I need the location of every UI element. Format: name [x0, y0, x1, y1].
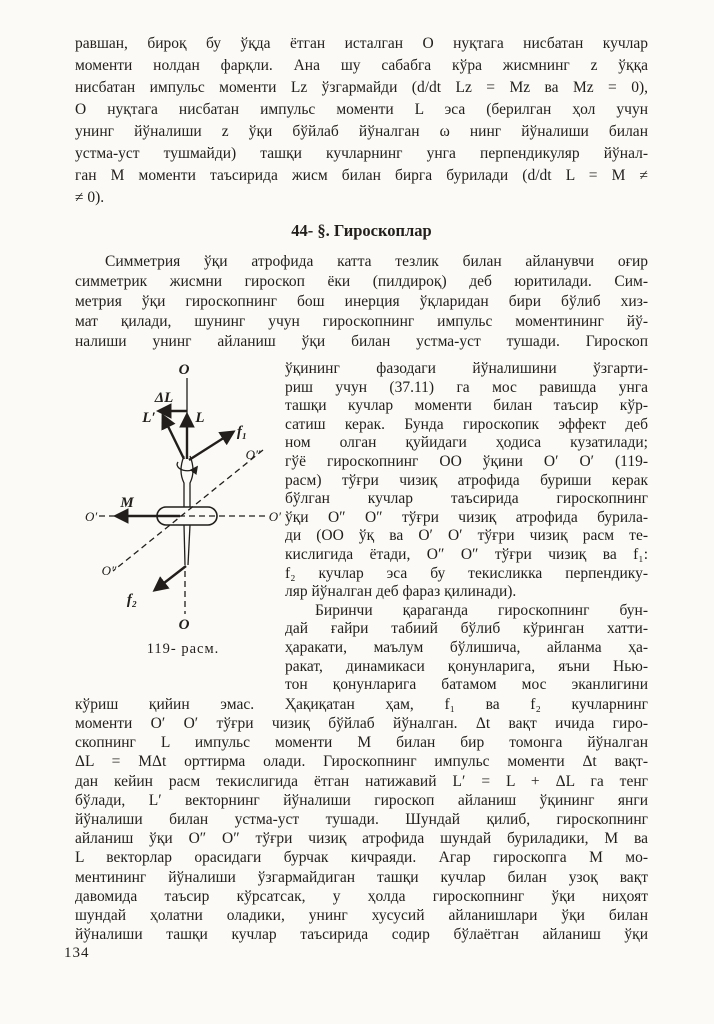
text-line: ≠ 0). — [75, 189, 105, 206]
text-line: моменти O′ O′ тўғри чизиқ бўйлаб йўналган. Δt вақт ичида гиро- — [75, 714, 648, 732]
text-line: кислигида ётади, O″ O″ тўғри чизиқ ва f₁: — [285, 545, 648, 563]
text-line: шундай ҳолатни оладики, унинг хусусий айланишлари ўқи билан — [75, 906, 648, 924]
figure-caption: 119- расм. — [146, 641, 220, 657]
text-line: устма-уст тушмайди) ташқи кучларнинг унга перпендикуляр йўнал- — [75, 145, 648, 162]
page-number: 134 — [64, 945, 90, 961]
text-line: унинг йўналиши z ўқи бўйлаб йўналган ω нинг йўналиши билан — [75, 123, 648, 140]
text-line: бўлган кучлар таъсирида гироскопнинг — [285, 490, 648, 508]
text-line: скопнинг L импульс моменти M билан бир томонга йўналган — [75, 734, 648, 752]
text-line: O нуқтага нисбатан импульс моменти L эса (берилган ҳол учун — [75, 101, 648, 118]
text-line: ҳаракати, маълум бўлишича, айланма ҳа- — [285, 638, 648, 656]
shaft-right-edge — [190, 456, 193, 507]
text-line: Симметрия ўқи атрофида катта тезлик билан айланувчи оғир — [105, 253, 648, 270]
text-line: дан кейин расм текислигида ётган натижавий L′ = L + ΔL га тенг — [75, 772, 648, 790]
text-line: ΔL = MΔt орттирма олади. Гироскопнинг импульс моменти Δt вақт- — [75, 753, 648, 771]
paragraph-gyroscope-intro — [75, 252, 648, 352]
label-o-prime-left: O′ — [85, 509, 98, 524]
text-line: тон қонунларига батамом мос эканлигини — [285, 676, 648, 694]
label-o-top: O — [178, 362, 190, 378]
text-line: риш учун (37.11) га мос равишда унга — [285, 378, 648, 396]
text-line: бўлади, L′ векторнинг йўналиши гироскоп айланиш ўқининг янги — [75, 791, 648, 809]
text-line: ўқининг фазодаги йўналишини ўзгарти- — [285, 360, 648, 377]
text-line: равшан, бироқ бу ўқда ётган исталган O нуқтага нисбатан кучлар — [75, 35, 648, 52]
label-f2: f₂ — [126, 592, 138, 608]
rotation-arrow — [177, 462, 197, 471]
text-line: ляр йўналган деб фараз қилинади). — [285, 583, 517, 601]
text-line: ди (OO ўқ ва O′ O′ тўғри чизиқ расм те- — [285, 527, 648, 545]
label-o-bottom: O — [178, 617, 190, 632]
text-line: моменти нолдан фарқли. Ана шу сабабга кўра жисмнинг z ўққа — [75, 57, 648, 74]
figure-119 — [83, 360, 283, 690]
shaft-lower-right — [188, 525, 190, 565]
text-line: йўналиши ташқи кучлар таъсирида содир бўлаётган айланиш ўқи — [75, 926, 648, 944]
text-line: ўқи O″ O″ тўғри чизиқ атрофида бурила- — [285, 508, 648, 526]
text-line: мат қилади, шунинг учун гироскопнинг импульс моментининг йў- — [75, 313, 648, 330]
text-line: Биринчи қараганда гироскопнинг бун- — [315, 601, 648, 619]
paragraph-momentum — [75, 33, 648, 209]
l-prime-arrow — [163, 416, 184, 459]
text-line: расм) тўғри чизиқ атрофида буриши керак — [285, 471, 648, 489]
text-line: давомида таъсир кўрсатсак, у ҳолда гироскопнинг ўқи ниҳоят — [75, 887, 648, 905]
shaft-left-edge — [181, 456, 184, 507]
text-line: f₂ кучлар эса бу текисликка перпендику- — [285, 564, 648, 582]
text-line: ментининг йўналиши ўзгармайдиган ташқи кучлар билан узоқ вақт — [75, 868, 648, 886]
label-l: L — [195, 410, 205, 426]
f2-arrow — [155, 566, 186, 590]
label-l-prime: L′ — [142, 410, 156, 426]
text-line: нисбатан импульс моменти Lz ўзгармайди (d/dt Lz = Mz ва Mz = 0), — [75, 79, 648, 96]
text-column — [75, 33, 648, 944]
label-o-dprime-lower: O″ — [101, 563, 117, 578]
text-line: кўриш қийин эмас. Ҳақиқатан ҳам, f₁ ва f₂ кучларнинг — [75, 695, 648, 713]
f1-arrow — [189, 432, 233, 460]
shaft-lower-left — [184, 525, 185, 565]
text-line: сатиш керак. Бунда гироскопик эффект деб — [285, 415, 648, 433]
text-line: ракат, динамикаси қонунларига, яъни Нью- — [285, 657, 648, 675]
text-line: дай ғайри табиий бўлиб кўринган хатти- — [285, 620, 648, 638]
text-line: ном олган қуйидаги ҳодиса кузатилади; — [285, 434, 648, 452]
label-f1: f₁ — [236, 424, 248, 440]
label-delta-l: ΔL — [154, 390, 174, 406]
text-line: ташқи кучлар моменти билан таъсир кўр- — [285, 397, 648, 415]
text-line: айланиш ўқи O″ O″ тўғри чизиқ атрофида шундай буриладики, M ва — [75, 830, 648, 848]
label-o-prime-right: O′ — [268, 509, 281, 524]
text-line: йўналиши билан устма-уст тушади. Шундай қилиб, гироскопнинг — [75, 810, 648, 828]
label-o-dprime-upper: O″ — [245, 447, 261, 462]
text-line: гўё гироскопнинг OO ўқини O′ O′ (119- — [285, 452, 648, 470]
text-line: метрия ўқи гироскопнинг бош инерция ўқларидан бири бўлиб хиз- — [75, 293, 648, 310]
text-line: ган M моменти таъсирида жисм билан бирга бурилади (d/dt L = M ≠ — [75, 167, 648, 184]
text-line: L векторлар орасидаги бурчак кичраяди. Агар гироскопга M мо- — [75, 849, 648, 867]
section-heading: 44- §. Гироскоплар — [291, 221, 432, 240]
text-line: симметрик жисмни гироскоп ёки (пилдироқ) деб юритилади. Сим- — [75, 273, 648, 290]
text-line: налиши унинг айланиш ўқи билан устма-уст тушади. Гироскоп — [75, 333, 648, 350]
paragraph-behavior-full — [75, 695, 648, 945]
gyroscope-diagram — [83, 360, 283, 632]
label-m: M — [120, 495, 134, 511]
